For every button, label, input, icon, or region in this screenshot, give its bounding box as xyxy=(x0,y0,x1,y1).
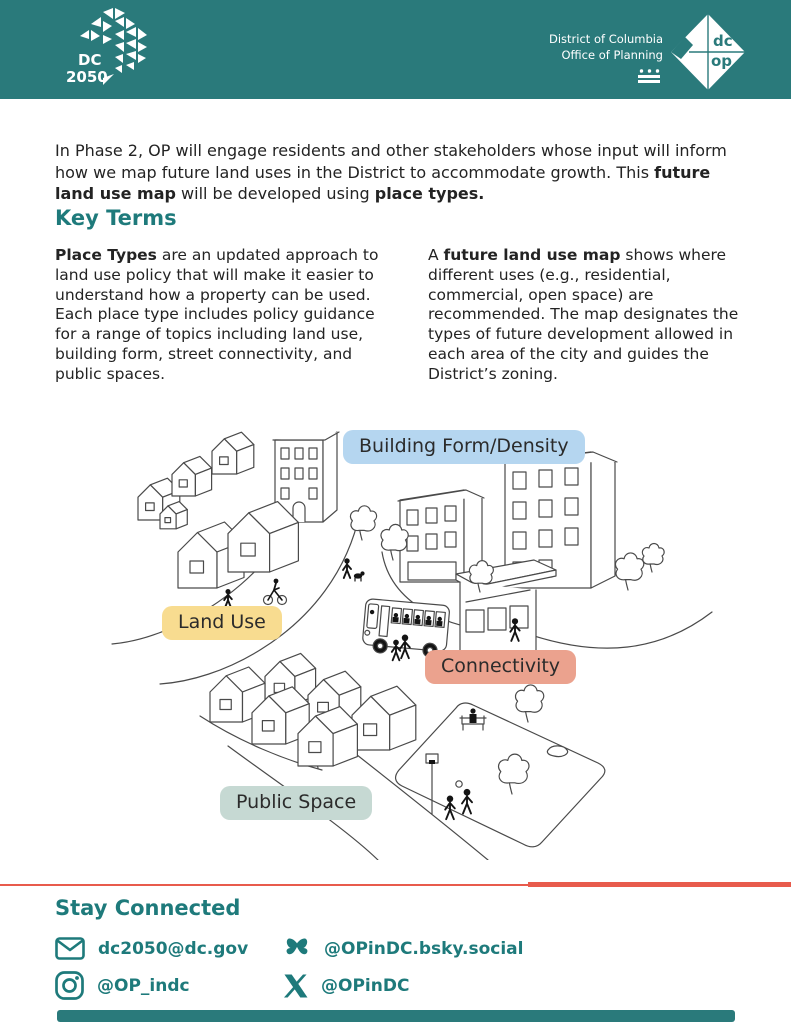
red-divider-thin xyxy=(0,884,528,886)
intro-text-2: will be developed using xyxy=(175,184,375,203)
agency-name xyxy=(549,32,663,83)
op-logo-op: op xyxy=(711,52,733,70)
email-contact[interactable] xyxy=(55,936,283,961)
intro-paragraph xyxy=(55,140,750,205)
bottom-accent-bar xyxy=(57,1010,735,1022)
intro-bold-2: place types. xyxy=(374,184,485,203)
label-building-form-density: Building Form/Density xyxy=(343,430,585,464)
flum-term: future land use map xyxy=(443,246,621,264)
op-logo xyxy=(669,12,747,92)
email-icon xyxy=(55,937,85,960)
intro-text-1: In Phase 2, OP will engage residents and other stakeholders whose input will inform how we map future land uses in the District to accommodate growth. This xyxy=(55,141,727,182)
neighborhood-drawing xyxy=(60,420,740,860)
red-divider-thick xyxy=(528,882,791,887)
neighborhood-illustration xyxy=(60,420,740,860)
bluesky-contact[interactable] xyxy=(283,936,745,961)
agency-line2: Office of Planning xyxy=(561,47,663,62)
flum-text: shows where different uses (e.g., residential, commercial, open space) are recommended. The map designates the types of future development allowed in each area of the city and guides the District’s zoning. xyxy=(428,246,739,383)
header-band xyxy=(0,0,791,99)
place-types-text: are an updated approach to land use policy that will make it easier to understand how a property can be used. Each place type includes policy guidance for a range of topics including land use, building form, street connectivity, and public spaces. xyxy=(55,246,379,383)
flum-prefix: A xyxy=(428,246,444,264)
label-connectivity: Connectivity xyxy=(425,650,576,684)
x-handle: @OPinDC xyxy=(321,975,410,996)
svg-text:2050: 2050 xyxy=(66,68,108,86)
agency-line1: District of Columbia xyxy=(549,32,663,46)
label-land-use: Land Use xyxy=(162,606,282,640)
x-icon xyxy=(283,974,308,998)
future-land-use-definition xyxy=(428,246,760,385)
instagram-contact[interactable] xyxy=(55,971,283,1000)
op-logo-dc: dc xyxy=(713,32,733,50)
place-types-definition xyxy=(55,246,393,385)
key-terms-columns xyxy=(55,246,760,385)
bluesky-icon xyxy=(283,936,311,961)
dc-flag-icon xyxy=(637,69,661,83)
email-handle: dc2050@dc.gov xyxy=(98,938,249,959)
dc2050-logo xyxy=(56,8,166,94)
intro-bold-1: future land use map xyxy=(55,162,711,203)
agency-lockup xyxy=(549,12,747,92)
red-divider xyxy=(0,881,791,888)
x-contact[interactable] xyxy=(283,971,745,1000)
stay-connected-section xyxy=(55,896,745,1000)
instagram-icon xyxy=(55,971,84,1000)
place-types-term: Place Types xyxy=(55,246,157,264)
contact-list xyxy=(55,936,745,1000)
key-terms-heading: Key Terms xyxy=(55,206,177,230)
bluesky-handle: @OPinDC.bsky.social xyxy=(324,938,524,959)
svg-text:DC: DC xyxy=(78,51,102,69)
stay-connected-heading: Stay Connected xyxy=(55,896,241,920)
label-public-space: Public Space xyxy=(220,786,372,820)
instagram-handle: @OP_indc xyxy=(97,975,190,996)
